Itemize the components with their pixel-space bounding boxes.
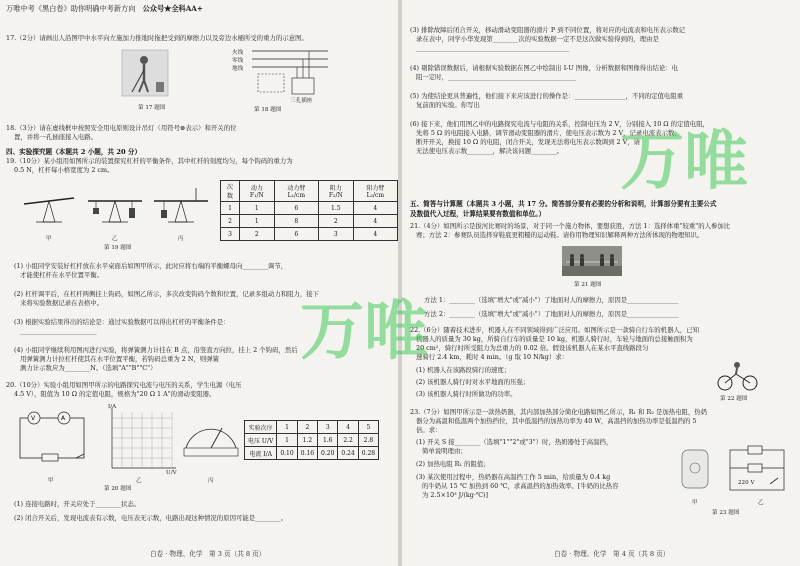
q20-text-2: 4.5 V），阻值为 10 Ω 的定值电阻，规格为"20 Ω 1 A"的滑动变阻器。 <box>14 390 216 398</box>
q23-caption: 第 23 题图 <box>712 510 740 516</box>
page-3-footer: 白卷 · 物理、化学 第 3 页（共 8 页） <box>150 550 266 558</box>
svg-text:A: A <box>61 415 66 422</box>
q20-iu-graph <box>112 408 176 468</box>
section-5-heading-2: 及数值代入过程，计算结果要有数值和单位。） <box>410 210 546 218</box>
table-cell: 4 <box>353 202 397 215</box>
section-5-heading-1: 五、简答与计算题（本题共 3 小题，共 17 分。简答部分要有必要的分析和说明，计算部分要有主要公式 <box>410 200 717 208</box>
q18-line-neutral: 零线 <box>232 58 244 64</box>
table-cell: 2.8 <box>358 434 378 447</box>
q20-p4a: (4) 剔除错误数据后，请根据实验数据在图乙中绘制出 I-U 图像，分析数据和图像得出结论：电 <box>410 64 679 72</box>
table-header-cell: 5 <box>358 421 378 434</box>
q20-data-table <box>244 420 379 460</box>
page-4-footer: 白卷 · 物理、化学 第 4 页（共 8 页） <box>554 550 670 558</box>
q22-text-2: 机器人的质量为 30 kg，所骑自行车的质量是 10 kg，机器人骑行时，车轮与地面的总接触面积为 <box>416 335 693 343</box>
table-cell: 0.20 <box>318 447 338 460</box>
q23-p2: (2) 加热电阻 R₁ 的阻值； <box>416 460 490 468</box>
q22-caption: 第 22 题图 <box>720 396 748 402</box>
q22-text-4: 速骑行 2.4 km，耗时 4 min。（g 取 10 N/kg）求： <box>416 353 569 361</box>
q18-text-2: 置，并将一孔插座接入电路。 <box>14 133 98 141</box>
q22-text-3: 20 cm²，骑行时所受阻力为总重力的 0.02 倍。假设该机器人在某水平直线路段匀 <box>416 344 649 352</box>
q19-text-2: 0.5 N，杠杆每小格宽度为 2 cm。 <box>14 166 114 174</box>
q20-graph-xlabel: U/V <box>166 470 177 476</box>
q19-p4c: 测力计示数应为________N。（选填"A""B""C"） <box>20 364 157 372</box>
q20-p5b: 复前面的实验。你写出 <box>416 101 480 109</box>
table-row <box>221 228 398 241</box>
q20-meter-dial <box>184 428 238 456</box>
q19-p2b: 来将实验数据记录在表格中。 <box>20 299 104 307</box>
q19-label-a: 甲 <box>46 236 52 242</box>
q18-line-earth: 地线 <box>232 66 244 72</box>
q18-line-live: 火线 <box>232 50 244 56</box>
q20-graph-ylabel: I/A <box>108 404 117 410</box>
q23-p1a: (1) 开关 S 接________（选填"1""2"或"3"）时，热奶器处于高温挡， <box>416 438 613 446</box>
q22-p3: (3) 该机器人骑行时所做功的功率。 <box>416 390 517 398</box>
table-cell: 2 <box>318 215 353 228</box>
table-cell: 1.2 <box>297 434 317 447</box>
q20-label-c: 丙 <box>208 478 214 484</box>
q23-text-1: 23.（7分）如图甲所示是一款热奶器，其内部加热部分简化电路如图乙所示，R₁ 和 R₂ 是加热电阻，热奶 <box>410 408 708 416</box>
table-cell: 电压 U/V <box>245 434 277 447</box>
q23-figures <box>678 444 788 498</box>
table-header-cell: 4 <box>338 421 358 434</box>
table-cell: 1 <box>277 434 297 447</box>
q23-p3c: 为 2.5×10³ J/(kg·℃)] <box>422 491 489 499</box>
table-cell: 0.24 <box>338 447 358 460</box>
table-cell: 2 <box>239 228 274 241</box>
q19-p3b: ________________________ <box>20 327 97 335</box>
q20-figures <box>14 404 240 478</box>
table-cell: 1 <box>239 202 274 215</box>
table-header-cell: 3 <box>318 421 338 434</box>
table-cell: 0.10 <box>277 447 297 460</box>
q20-p3b: 录在表中，同学小华发现第________次的实验数据一定不是这次做实验得到的，理由是 <box>416 35 659 43</box>
q20-p6c: 断开开关，换接 10 Ω 的电阻，闭合开关，发现无法将电压表示数调到 2 V，请 <box>416 138 640 146</box>
q19-p2a: (2) 杠杆调平后，在杠杆两侧挂上钩码，如图乙所示，多次改变钩码个数和位置，记录多组动力和阻力，接下 <box>14 290 320 298</box>
table-cell: 0.16 <box>297 447 317 460</box>
watermark-left: 万唯 <box>300 295 428 369</box>
q21-text-2: 赛；方法 2：参赛队员选择穿鞋底更粗糙的运动鞋。请你用物理知识解释两种方法所体现的物理知识。 <box>416 231 704 239</box>
q21-tug-of-war-photo <box>562 246 622 276</box>
table-header-row <box>221 181 398 202</box>
q17-figure <box>120 48 170 100</box>
q19-label-b: 乙 <box>112 236 118 242</box>
table-cell: 1.6 <box>318 434 338 447</box>
table-cell: 1 <box>239 215 274 228</box>
q19-p4a: (4) 小组同学继续利用图丙进行实验，将弹簧测力计挂在 B 点，沿竖直方向拉，挂上 2 个钩码，然后 <box>14 346 298 354</box>
q19-data-table <box>220 180 398 241</box>
page-3 <box>0 0 398 566</box>
header-channel: 公众号★全科AA+ <box>142 4 203 13</box>
q21-method-1: 方法 1：________（选填"增大"或"减小"）了地面对人的摩擦力，原因是________________ <box>424 296 679 304</box>
table-cell: 1.5 <box>318 202 353 215</box>
page-header <box>6 4 203 14</box>
watermark-right: 万唯 <box>620 125 748 199</box>
section-4-heading: 四、实验探究题（本题共 2 小题，共 20 分） <box>6 148 142 156</box>
table-cell: 6 <box>274 228 318 241</box>
q23-text-2: 器分为高温和低温两个加热挡位，其中低温挡的加热功率为 40 W，高温挡的加热功率是低温挡的 5 <box>416 417 697 425</box>
q21-method-2: 方法 2：________（选填"增大"或"减小"）了地面对人的摩擦力，原因是________________ <box>424 310 679 318</box>
table-row <box>245 434 379 447</box>
q20-p4b: 阻一定时，________________________________________ <box>416 73 576 81</box>
table-cell: 3 <box>318 228 353 241</box>
q23-label-b: 乙 <box>758 500 764 506</box>
q18-circuit <box>230 46 330 102</box>
q23-p3a: (3) 某次使用过程中，热奶器在高温挡工作 5 min，给质量为 0.4 kg <box>416 473 611 481</box>
q20-p3c: ________________________________________________ <box>416 44 570 52</box>
table-row <box>245 447 379 460</box>
q23-p1b: 简单说明理由； <box>422 447 467 455</box>
q17-text: 17.（2分）请画出人沿图甲中水平向左施加力推地时拖把受到的摩擦力以及旁边水桶所受的重力的示意图。 <box>6 34 308 42</box>
q18-socket-label: 三孔插座 <box>290 98 313 104</box>
q20-p6a: (6) 接下来，他们用图乙中的电路探究电流与电阻的关系，控制电压为 2 V，分别接入 10 Ω 的定值电阻， <box>410 120 709 128</box>
table-cell: 4 <box>353 228 397 241</box>
table-header-cell: 实验次序 <box>245 421 277 434</box>
table-header-cell: 阻力 F₂/N <box>318 181 353 202</box>
q20-circuit-diagram <box>20 412 84 461</box>
q20-p2: (2) 闭合开关后，发现电流表有示数，电压表无示数，电路出现这种情况的原因可能是________。 <box>14 514 288 522</box>
q19-p3a: (3) 根据实验结果得出的结论是：通过实验数据可以得出杠杆的平衡条件是： <box>14 318 230 326</box>
table-cell: 6 <box>274 202 318 215</box>
q20-p6b: 先将 5 Ω 的电阻接入电路，调节滑动变阻器的滑片，使电压表示数为 2 V，记录电流表示数， <box>416 129 681 137</box>
table-header-cell: 动力 F₁/N <box>239 181 274 202</box>
q17-caption: 第 17 题图 <box>138 105 166 111</box>
table-cell: 电流 I/A <box>245 447 277 460</box>
q20-label-b: 乙 <box>136 478 142 484</box>
table-cell: 8 <box>274 215 318 228</box>
q22-robot-bike-figure <box>716 360 760 392</box>
q18-text-1: 18.（3分）请在虚线框中按照安全用电原则设计吊灯（用符号⊗表示）和开关的位 <box>6 124 237 132</box>
q19-label-c: 丙 <box>178 236 184 242</box>
q19-lever-figures <box>18 186 208 234</box>
q20-p5a: (5) 为使结论更具普遍性，他们接下来应该进行的操作是：________________，不同的定值电阻重 <box>410 92 684 100</box>
q19-p1b: 才能使杠杆在水平位置平衡。 <box>20 271 104 279</box>
table-cell: 0.28 <box>358 447 378 460</box>
q21-caption: 第 21 题图 <box>574 282 602 288</box>
q20-text-1: 20.（10分）实验小组用如图甲所示的电路探究电流与电压的关系，学生电源（电压 <box>6 381 242 389</box>
table-cell: 3 <box>221 228 240 241</box>
q20-caption: 第 20 题图 <box>104 486 132 492</box>
table-header-cell: 2 <box>297 421 317 434</box>
table-cell: 2 <box>221 215 240 228</box>
q23-p3b: 的牛奶从 15 ℃ 加热到 60 ℃，求高温挡的加热效率。[牛奶的比热容 <box>422 482 619 490</box>
q19-caption: 第 19 题图 <box>104 245 132 251</box>
table-row <box>221 215 398 228</box>
svg-text:V: V <box>31 415 36 422</box>
q22-p2: (2) 该机器人骑行时对水平地面的压强； <box>416 378 530 386</box>
table-header-cell: 阻力臂 L₂/cm <box>353 181 397 202</box>
q19-p4b: 用弹簧测力计拉杠杆使其在水平位置平衡，若钩码总重为 2 N，则弹簧 <box>20 355 220 363</box>
table-header-cell: 动力臂 L₁/cm <box>274 181 318 202</box>
table-header-row <box>245 421 379 434</box>
q20-p1: (1) 连接电路时，开关应处于________状态。 <box>14 500 141 508</box>
q22-p1: (1) 机器人在该路段骑行的速度； <box>416 366 511 374</box>
table-header-cell: 次数 <box>221 181 240 202</box>
q19-p1a: (1) 小组同学安装好杠杆放在水平桌面后如图甲所示，此时应将右端的平衡螺母向________调节， <box>14 262 288 270</box>
table-cell: 4 <box>353 215 397 228</box>
q19-text-1: 19.（10分）某小组用如图所示的装置探究杠杆的平衡条件，其中杠杆的刻度均匀，每个钩码的重力为 <box>6 157 293 165</box>
q20-p3a: (3) 排除故障后闭合开关，移动滑动变阻器的滑片 P 到不同位置，将对应的电流表和电压表示数记 <box>410 26 686 34</box>
q20-label-a: 甲 <box>48 478 54 484</box>
q18-caption: 第 18 题图 <box>254 107 282 113</box>
q20-p6d: 无法使电压表示数________，解决该问题________。 <box>416 147 563 155</box>
table-header-cell: 1 <box>277 421 297 434</box>
q23-label-a: 甲 <box>692 500 698 506</box>
table-cell: 1 <box>221 202 240 215</box>
table-cell: 2.2 <box>338 434 358 447</box>
page-4 <box>402 0 800 566</box>
q21-text-1: 21.（4分）如图所示是拔河比赛时的场景，对于同一个施力物体，要想获胜，方法 1：选择体重"较重"的人参加比 <box>410 222 731 230</box>
table-row <box>221 202 398 215</box>
q23-voltage-label: 220 V <box>738 480 755 486</box>
q23-milk-warmer <box>682 450 708 488</box>
q22-text-1: 22.（6分）随着技术进步，机器人在不同领域得到广泛应用。如图所示是一款骑自行车的机器人，已知 <box>410 326 700 334</box>
q23-text-3: 倍。求： <box>416 426 442 434</box>
header-brand: 万唯中考《黑白卷》助你明确中考新方向 <box>6 4 136 13</box>
